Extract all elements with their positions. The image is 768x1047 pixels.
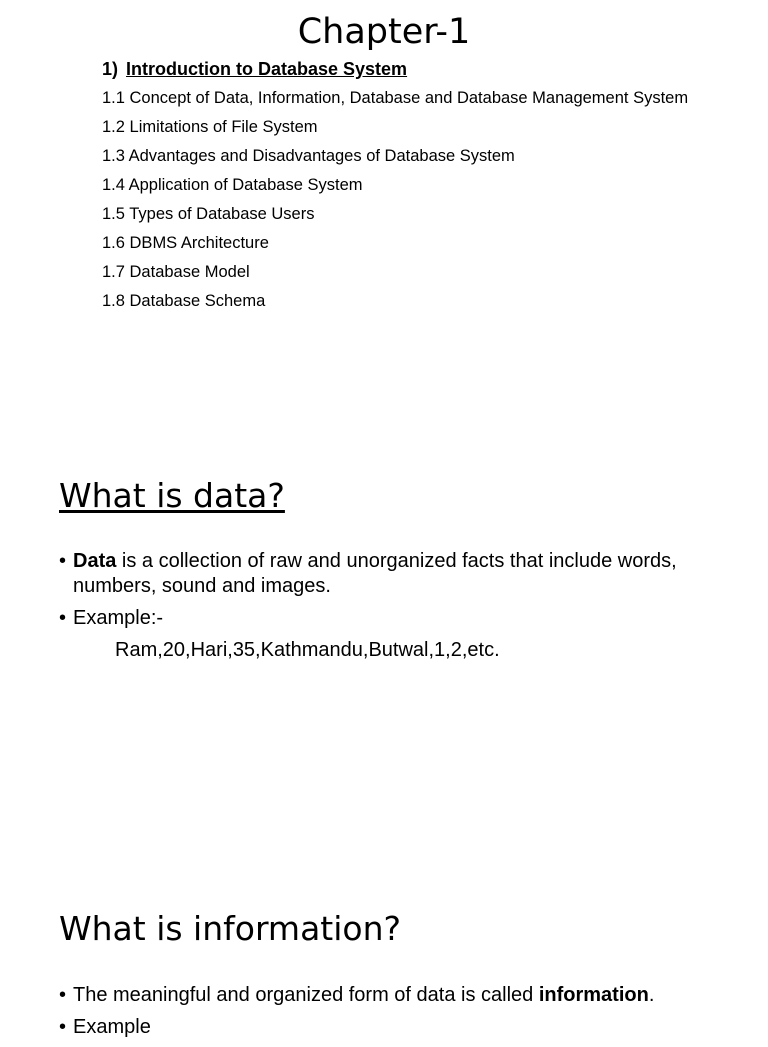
information-example-bullet: • Example (59, 1015, 719, 1040)
data-definition-text: is a collection of raw and unorganized facts that include words, numbers, sound and images. (73, 550, 677, 597)
topic-item: 1.6 DBMS Architecture (102, 234, 269, 252)
topic-item: 1.8 Database Schema (102, 292, 266, 310)
data-example-values: Ram,20,Hari,35,Kathmandu,Butwal,1,2,etc. (115, 639, 500, 661)
topic-item: 1.3 Advantages and Disadvantages of Database System (102, 147, 515, 165)
information-bullet-list (59, 983, 719, 1047)
information-term: information (538, 984, 649, 1006)
data-section-heading: What is data? (59, 476, 285, 515)
chapter-title: Chapter-1 (297, 12, 471, 52)
data-bullet-list (59, 549, 719, 638)
chapter-heading-text: Introduction to Database System (126, 59, 408, 79)
data-example-bullet: • Example:- (59, 606, 719, 631)
topic-item: 1.7 Database Model (102, 263, 250, 281)
data-definition-bullet (59, 549, 719, 599)
chapter-number: 1) (102, 59, 119, 79)
topic-list (102, 88, 702, 320)
topic-item: 1.1 Concept of Data, Information, Database and Database Management System (102, 89, 689, 107)
information-definition-bullet (59, 983, 719, 1008)
information-definition-text: The meaningful and organized form of data is called (73, 984, 539, 1006)
data-term: Data (73, 550, 117, 572)
information-definition-end: . (648, 984, 655, 1006)
topic-item: 1.2 Limitations of File System (102, 118, 318, 136)
topic-item: 1.4 Application of Database System (102, 176, 363, 194)
chapter-heading (102, 57, 407, 81)
information-section-heading: What is information? (59, 909, 402, 948)
topic-item: 1.5 Types of Database Users (102, 205, 315, 223)
